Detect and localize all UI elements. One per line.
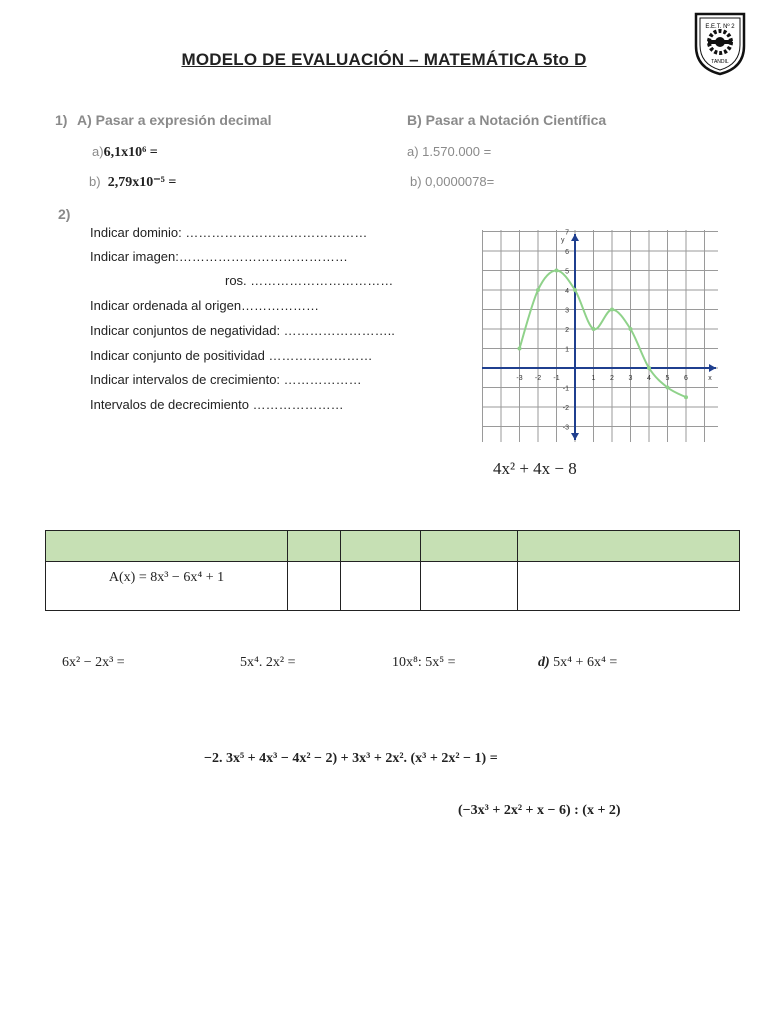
data-point	[518, 347, 522, 351]
x-tick-label: 1	[591, 375, 596, 382]
y-tick-label: 6	[565, 249, 569, 256]
q1a-a-label: a)	[92, 144, 104, 159]
x-tick-label: 6	[684, 375, 688, 382]
logo-top-text: E.E.T. Nº 2	[705, 24, 735, 30]
y-tick-label: -2	[562, 405, 569, 412]
q2-line-intercept: Indicar ordenada al origen………………	[90, 298, 320, 313]
q1a-item-a	[92, 144, 158, 161]
table-cell	[421, 562, 518, 611]
data-point	[647, 366, 651, 370]
y-tick-label: 3	[565, 307, 569, 315]
x-axis-arrow	[709, 364, 716, 372]
x-tick-label: 2	[610, 375, 614, 382]
q2-line-negativity: Indicar conjuntos de negatividad: ……………………..	[90, 323, 395, 338]
y-axis-arrow-down	[571, 433, 579, 440]
table-header-cell	[518, 531, 740, 562]
q2-line-increasing: Indicar intervalos de crecimiento: ………………	[90, 372, 362, 387]
page-title: MODELO DE EVALUACIÓN – MATEMÁTICA 5to D	[181, 50, 587, 69]
q2-line-decreasing: Intervalos de decrecimiento …………………	[90, 397, 344, 412]
q2-line-roots: ros. ……………………………	[225, 273, 394, 288]
op-d-expr: 5x⁴ + 6x⁴ =	[553, 655, 618, 670]
y-tick-label: -3	[562, 424, 569, 432]
data-point	[666, 386, 670, 390]
table-header-cell	[288, 531, 341, 562]
graph-expression: 4x² + 4x − 8	[493, 459, 577, 478]
table-header-cell	[421, 531, 518, 562]
q1a-heading: A) Pasar a expresión decimal	[77, 112, 272, 128]
q2-line-image: Indicar imagen:…………………………………	[90, 249, 348, 264]
data-point	[536, 288, 540, 292]
q1b-item-a: a) 1.570.000 =	[407, 144, 492, 159]
data-point	[684, 395, 688, 399]
q1b-heading: B) Pasar a Notación Científica	[407, 112, 607, 128]
y-tick-label: 5	[565, 268, 569, 276]
table-row	[46, 562, 740, 611]
q1-number: 1)	[55, 112, 68, 128]
data-point	[573, 288, 577, 292]
polynomial-cell: A(x) = 8x³ − 6x⁴ + 1	[46, 562, 288, 611]
table-cell	[288, 562, 341, 611]
data-point	[555, 269, 559, 273]
q1b-item-b: b) 0,0000078=	[410, 174, 495, 189]
op-d-label: d)	[538, 655, 550, 670]
q1a-a-expr: 6,1x10⁶ =	[103, 145, 158, 160]
data-point	[592, 327, 596, 331]
table-cell	[518, 562, 740, 611]
op-b: 5x⁴. 2x² =	[240, 655, 296, 670]
x-tick-label: 4	[647, 375, 651, 382]
table-header-row	[46, 531, 740, 562]
logo-bottom-text: TANDIL	[711, 59, 729, 65]
x-tick-label: -3	[516, 375, 523, 382]
expr-long: −2. 3x⁵ + 4x³ − 4x² − 2) + 3x³ + 2x². (x³ + 2x² − 1) =	[204, 751, 498, 766]
q1a-b-label: b)	[89, 174, 101, 189]
x-tick-label: -2	[534, 375, 542, 382]
y-tick-label: 4	[565, 288, 569, 295]
table-header-cell	[341, 531, 421, 562]
function-graph	[480, 228, 720, 444]
q2-line-domain: Indicar dominio: ……………………………………	[90, 225, 368, 240]
table-cell	[341, 562, 421, 611]
op-c: 10x⁸: 5x⁵ =	[392, 655, 456, 670]
y-axis-label: y	[561, 237, 565, 244]
y-tick-label: 2	[565, 327, 569, 334]
y-axis-arrow	[571, 234, 579, 241]
y-tick-label: 1	[565, 346, 569, 354]
y-tick-label: 7	[565, 229, 569, 237]
q2-line-positivity: Indicar conjunto de positividad ……………………	[90, 348, 373, 363]
y-tick-label: -1	[562, 385, 569, 393]
x-tick-label: 3	[628, 375, 633, 382]
q1a-item-b	[89, 174, 176, 191]
polynomial-table	[45, 530, 740, 611]
x-tick-label: x	[708, 375, 712, 382]
q2-number: 2)	[58, 206, 71, 222]
q1a-b-expr: 2,79x10⁻⁵ =	[107, 175, 177, 190]
school-logo	[692, 10, 748, 76]
data-point	[629, 327, 633, 331]
op-a: 6x² − 2x³ =	[62, 655, 125, 670]
table-header-cell	[46, 531, 288, 562]
expr-division: (−3x³ + 2x² + x − 6) : (x + 2)	[458, 803, 621, 818]
x-tick-label: 5	[665, 375, 670, 382]
x-tick-label: -1	[553, 375, 560, 382]
data-point	[610, 308, 614, 312]
op-d	[538, 655, 617, 671]
